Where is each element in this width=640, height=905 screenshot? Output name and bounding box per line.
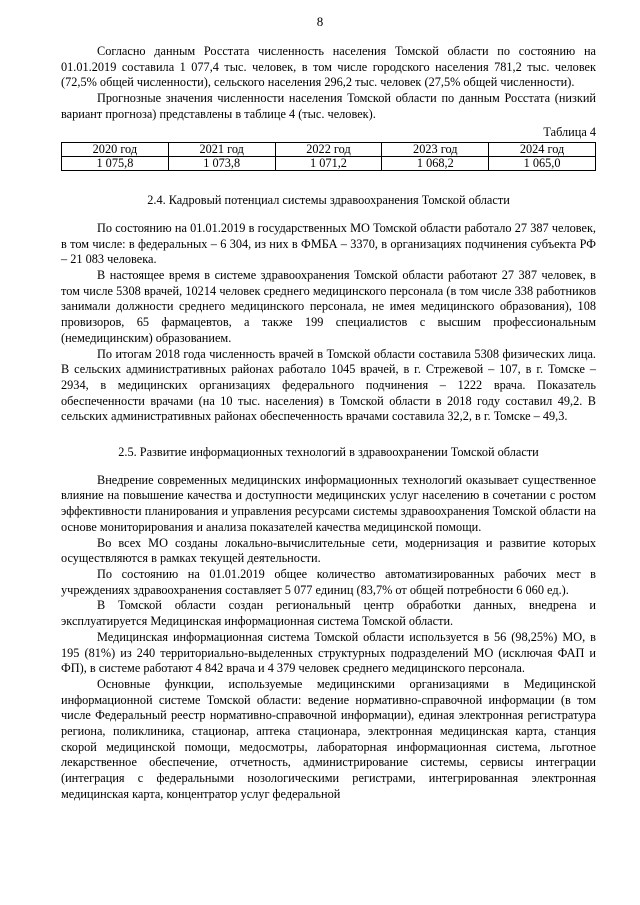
table-value-cell: 1 073,8: [168, 157, 275, 171]
table-caption: Таблица 4: [543, 124, 596, 139]
section-2-4-paragraph-3: По итогам 2018 года численность врачей в Томской области составила 5308 физических лица. В сельских административных районах работало 1045 врачей, в г. Стрежевой – 107, в г. Томске – 2934, в медицинских организациях федерального подчинения – 1222 врача. Показатель обеспеченности врачами (на 10 тыс. населения) в Томской области в 2018 году составил 49,2. В сельских административных районах обеспеченность врачами составила 32,2, в г. Томске – 49,3.: [61, 346, 596, 424]
table-header-cell: 2024 год: [489, 143, 596, 157]
section-2-5-paragraph-5: Медицинская информационная система Томской области используется в 56 (98,25%) МО, в 195 (81%) из 240 территориально-выделенных структурных подразделений МО (исключая ФАП и ФП), в системе работают 4 842 врача и 4 379 человек среднего медицинского персонала.: [61, 629, 596, 676]
section-2-5-paragraph-4: В Томской области создан региональный центр обработки данных, внедрена и эксплуатируется Медицинская информационная система Томской области.: [61, 598, 596, 629]
section-2-5-paragraph-1: Внедрение современных медицинских информационных технологий оказывает существенное влияние на повышение качества и доступности медицинских услуг населению в сочетании с ростом эффективности планирования и управления ресурсами системы здравоохранения Томской области на основе мониторирования и анализа показателей качества медицинской помощи.: [61, 472, 596, 534]
table-header-cell: 2022 год: [275, 143, 382, 157]
section-2-5-paragraph-6: Основные функции, используемые медицинскими организациями в Медицинской информационной системе Томской области: ведение нормативно-справочной информации (в том числе Федеральный реестр нормативно-справочной информации), единая электронная регистратура региона, поликлиника, стационар, аптека стационара, электронная медицинская карта, станция скорой медицинской помощи, медосмотры, лабораторная информационная система, льготное лекарственное обеспечение, отчетность, администрирование системы, сервисы интеграции (интеграция с федеральными нозологическими регистрами, интегрированная электронная медицинская карта, концентратор услуг федеральной: [61, 676, 596, 801]
table-value-cell: 1 068,2: [382, 157, 489, 171]
table-value-cell: 1 075,8: [62, 157, 169, 171]
page-number: 8: [316, 14, 324, 29]
intro-paragraph-2: Прогнозные значения численности населения Томской области по данным Росстата (низкий вариант прогноза) представлены в таблице 4 (тыс. человек).: [61, 91, 596, 121]
table-value-cell: 1 065,0: [489, 157, 596, 171]
section-2-5-paragraph-2: Во всех МО созданы локально-вычислительные сети, модернизация и развитие которых осуществляются в рамках текущей деятельности.: [61, 535, 596, 566]
section-2-5-paragraph-3: По состоянию на 01.01.2019 общее количество автоматизированных рабочих мест в учреждениях здравоохранения составляет 5 077 единиц (83,7% от общей потребности 6 060 ед.).: [61, 566, 596, 597]
section-2-4-paragraph-1: По состоянию на 01.01.2019 в государственных МО Томской области работало 27 387 человек, в том числе: в федеральных – 6 304, из них в ФМБА – 3370, в организациях подчинения субъекта РФ – 21 083 человека.: [61, 220, 596, 267]
table-header-cell: 2023 год: [382, 143, 489, 157]
table-header-cell: 2020 год: [62, 143, 169, 157]
document-body: [61, 44, 596, 803]
population-forecast-table: [61, 142, 596, 171]
table-header-cell: 2021 год: [168, 143, 275, 157]
section-2-4-paragraph-2: В настоящее время в системе здравоохранения Томской области работают 27 387 человек, в том числе 5308 врачей, 10214 человек среднего медицинского персонала (в том числе 338 работников занимали должности среднего медицинского персонала, не имея медицинского образования), 108 провизоров, 65 фармацевтов, а также 199 специалистов с высшим профессиональным (немедицинским) образованием.: [61, 268, 596, 345]
table-value-row: [62, 157, 596, 171]
section-2-5-title: 2.5. Развитие информационных технологий в здравоохранении Томской области: [118, 445, 539, 460]
table-value-cell: 1 071,2: [275, 157, 382, 171]
section-2-4-title: 2.4. Кадровый потенциал системы здравоохранения Томской области: [147, 193, 510, 208]
table-header-row: [62, 143, 596, 157]
intro-paragraph-1: Согласно данным Росстата численность населения Томской области по состоянию на 01.01.2019 составила 1 077,4 тыс. человек, в том числе городского населения 781,2 тыс. человек (72,5% общей численности), сельского населения 296,2 тыс. человек (27,5% общей численности).: [61, 44, 596, 90]
